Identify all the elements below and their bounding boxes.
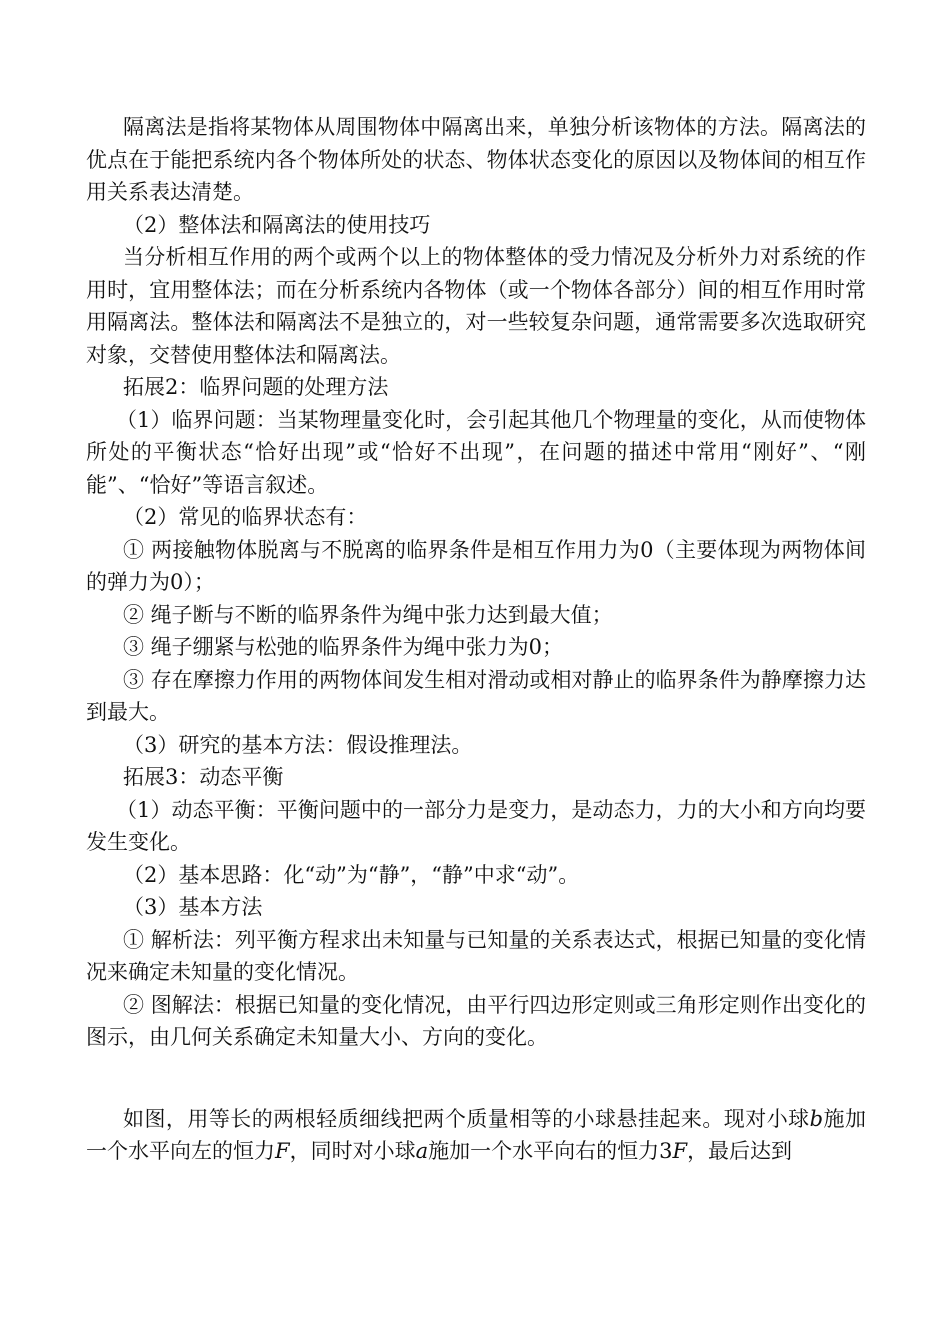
section-gap [86, 1054, 866, 1103]
var-3F: F [672, 1139, 688, 1163]
paragraph-critical-problem: （1）临界问题：当某物理量变化时，会引起其他几个物理量的变化，从而使物体所处的平衡状态“恰好出现”或“恰好不出现”，在问题的描述中常用“刚好”、“刚能”、“恰好”等语言叙述。 [86, 407, 866, 497]
document-page [86, 111, 866, 1168]
paragraph-technique: 当分析相互作用的两个或两个以上的物体整体的受力情况及分析外力对系统的作用时，宜用整体法；而在分析系统内各物体（或一个物体各部分）间的相互作用时常用隔离法。整体法和隔离法不是独立的，对一些较复杂问题，通常需要多次选取研究对象，交替使用整体法和隔离法。 [86, 245, 866, 367]
problem-text-2: 施加一个水平向左的恒力 [86, 1106, 867, 1163]
var-b: b [809, 1106, 824, 1131]
paragraph-dynamic-equilibrium: （1）动态平衡：平衡问题中的一部分力是变力，是动态力，力的大小和方向均要发生变化。 [86, 797, 866, 854]
var-a: a [415, 1139, 429, 1163]
problem-statement [86, 1103, 866, 1168]
problem-text-3: ，同时对小球 [289, 1139, 416, 1163]
problem-text-4: 施加一个水平向右的恒力3 [428, 1139, 673, 1163]
subheading-basic-method: （3）研究的基本方法：假设推理法。 [123, 732, 473, 757]
paragraph-isolation-method: 隔离法是指将某物体从周围物体中隔离出来，单独分析该物体的方法。隔离法的优点在于能把系统内各个物体所处的状态、物体状态变化的原因以及物体间的相互作用关系表达清楚。 [86, 115, 866, 204]
var-F: F [275, 1139, 290, 1163]
heading-extension-3: 拓展3：动态平衡 [123, 765, 284, 789]
list-item-critical-2: ② 绳子断与不断的临界条件为绳中张力达到最大值； [123, 602, 613, 627]
list-item-critical-4: ③ 存在摩擦力作用的两物体间发生相对滑动或相对静止的临界条件为静摩擦力达到最大。 [86, 667, 866, 724]
paragraph-basic-idea: （2）基本思路：化“动”为“静”，“静”中求“动”。 [123, 862, 580, 887]
list-item-analytic-method: ① 解析法：列平衡方程求出未知量与已知量的关系表达式，根据已知量的变化情况来确定未知量的变化情况。 [86, 927, 866, 984]
subheading-technique: （2）整体法和隔离法的使用技巧 [123, 212, 431, 237]
subheading-critical-states: （2）常见的临界状态有： [123, 505, 368, 529]
problem-text-1: 如图，用等长的两根轻质细线把两个质量相等的小球悬挂起来。现对小球 [123, 1106, 810, 1131]
list-item-graphic-method: ② 图解法：根据已知量的变化情况，由平行四边形定则或三角形定则作出变化的图示，由几何关系确定未知量大小、方向的变化。 [86, 992, 866, 1049]
list-item-critical-3: ③ 绳子绷紧与松弛的临界条件为绳中张力为0； [123, 635, 564, 659]
heading-extension-2: 拓展2：临界问题的处理方法 [123, 375, 389, 399]
subheading-basic-methods: （3）基本方法 [123, 895, 263, 919]
list-item-critical-1: ① 两接触物体脱离与不脱离的临界条件是相互作用力为0（主要体现为两物体间的弹力为0）； [86, 537, 866, 594]
problem-text-5: ，最后达到 [687, 1139, 793, 1163]
